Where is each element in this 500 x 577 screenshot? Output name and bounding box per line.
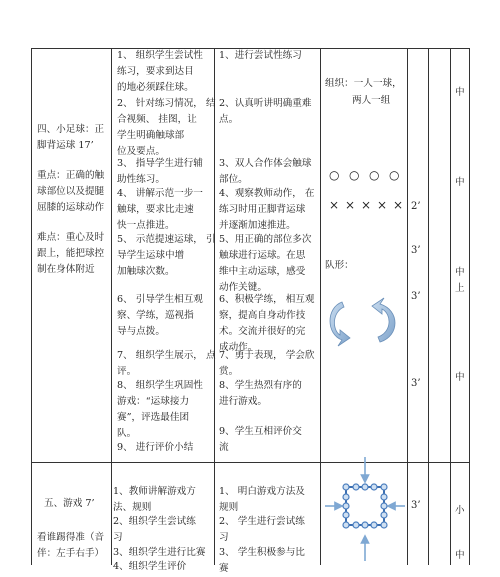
intensity-cell: 中	[455, 372, 465, 383]
col-border	[450, 48, 451, 565]
teacher-text: 8、 组织学生巩固性	[117, 380, 203, 391]
teacher-text: 2、组织学生尝试练	[113, 516, 196, 527]
section4-title-line2: 脚背运球 17’	[37, 140, 94, 151]
teacher-text: 3、组织学生进行比赛	[113, 547, 206, 558]
teacher-text: 的地必须踩住球。	[117, 82, 194, 93]
teacher-text: 学生明确触球部	[117, 130, 185, 141]
teacher-text: 7、 组织学生展示， 点	[117, 350, 216, 361]
org-text-line2: 两人一组	[352, 95, 391, 106]
time-cell: 3’	[411, 291, 421, 302]
student-text: 动作关键。	[219, 282, 267, 293]
teacher-text: 赛”，评选最佳团	[117, 412, 190, 423]
student-text: 3、双人合作体会触球	[219, 158, 312, 169]
intensity-cell: 中上	[455, 267, 465, 294]
student-text: 4、观察教师动作， 在	[219, 188, 315, 199]
teacher-text: 助性练习。	[117, 174, 165, 185]
teacher-text: 导学生运球中增	[117, 250, 185, 261]
student-text: 8、学生热烈有序的	[219, 380, 302, 391]
student-text: 规则	[219, 502, 239, 513]
difficult-points-line3: 制在身体附近	[37, 264, 95, 275]
student-text: 2、认真听讲明确重难	[219, 98, 312, 109]
teacher-text: 导与点拨。	[117, 326, 165, 337]
formation-label: 队形：	[325, 260, 354, 271]
col-border-right	[469, 48, 470, 565]
teacher-text: 快一点推进。	[117, 220, 175, 231]
time-cell: 3’	[411, 378, 421, 389]
student-text: 成动作。	[219, 342, 258, 353]
student-text: 部位。	[219, 174, 248, 185]
intensity-cell: 中	[455, 177, 465, 188]
intensity-cell: 中	[455, 87, 465, 98]
difficult-points-line1: 难点：重心及时	[37, 232, 105, 243]
teacher-text: 5、 示范提速运球， 引	[117, 234, 216, 245]
student-text: 进行游戏。	[219, 396, 267, 407]
col-border	[214, 48, 215, 565]
student-text: 2、 学生进行尝试练	[219, 516, 305, 527]
curved-arrow-right-icon	[372, 298, 395, 342]
teacher-text: 4、组织学生评价	[113, 561, 187, 572]
student-text: 点。	[219, 114, 239, 125]
intensity-cell: 中	[455, 550, 465, 561]
formation-cross: ×	[329, 198, 340, 212]
student-text: 5、用正确的部位多次	[219, 234, 312, 245]
teacher-text: 加触球次数。	[117, 266, 175, 277]
student-text: 赏。	[219, 366, 239, 377]
intensity-cell: 小	[455, 505, 465, 516]
student-text: 术。交流并很好的完	[219, 326, 306, 337]
student-text: 察，提高自身动作技	[219, 310, 306, 321]
teacher-text: 游戏：“运球接力	[117, 396, 190, 407]
col-border	[428, 48, 429, 565]
curved-arrow-left-icon	[330, 302, 350, 346]
teacher-text: 队。	[117, 428, 137, 439]
formation-cross: ×	[393, 198, 404, 212]
col-border	[407, 48, 408, 565]
teacher-text: 9、 进行评价小结	[117, 442, 194, 453]
student-text: 流	[219, 442, 229, 453]
student-text: 维中主动运球，感受	[219, 266, 306, 277]
field-players	[343, 484, 387, 528]
time-cell: 2’	[411, 201, 421, 212]
teacher-text: 位及要点。	[117, 146, 165, 157]
time-cell: 3’	[411, 245, 421, 256]
teacher-text: 法、规则	[113, 502, 152, 513]
student-text: 并逐渐加速推进。	[219, 220, 296, 231]
game-field-diagram	[325, 455, 405, 563]
formation-cross: ×	[361, 198, 372, 212]
teacher-text: 1、教师讲解游戏方	[113, 486, 196, 497]
teacher-text: 6、 引导学生相互观	[117, 294, 203, 305]
student-text: 3、 学生积极参与比	[219, 547, 305, 558]
teacher-text: 1、 组织学生尝试性	[117, 50, 203, 61]
formation-circle: ○	[349, 168, 360, 182]
teacher-text: 习	[113, 532, 123, 543]
teacher-text: 合视频、 挂图，让	[117, 114, 197, 125]
student-text: 赛	[219, 563, 229, 574]
curved-arrows-diagram	[320, 298, 407, 348]
student-text: 9、学生互相评价交	[219, 426, 302, 437]
difficult-points-line2: 跟上，能把球控	[37, 248, 105, 259]
section5-title: 五、游戏 7’	[44, 498, 95, 509]
key-points-line3: 屈膝的运球动作	[37, 202, 105, 213]
student-text: 习	[219, 532, 229, 543]
teacher-text: 触球，要求比走速	[117, 204, 194, 215]
student-text: 6、积极学练， 相互观	[219, 294, 315, 305]
teacher-text: 4、 讲解示范一步一	[117, 188, 203, 199]
game-name-line2: 伴：左手右手）	[37, 548, 105, 559]
formation-circle: ○	[389, 168, 400, 182]
teacher-text: 察、学练，巡视指	[117, 310, 194, 321]
formation-cross: ×	[345, 198, 356, 212]
col-border	[111, 48, 112, 565]
formation-circle: ○	[369, 168, 380, 182]
student-text: 触球进行运球。在思	[219, 250, 306, 261]
teacher-text: 2、 针对练习情况， 结	[117, 98, 216, 109]
section4-title-line1: 四、小足球：正	[37, 124, 105, 135]
formation-circle: ○	[329, 168, 340, 182]
teacher-text: 评。	[117, 366, 137, 377]
time-cell: 3’	[411, 500, 421, 511]
teacher-text: 练习，要求到达目	[117, 66, 194, 77]
teacher-text: 3、 指导学生进行辅	[117, 158, 203, 169]
student-text: 1、进行尝试性练习	[219, 50, 302, 61]
key-points-line1: 重点：正确的触	[37, 170, 105, 181]
student-text: 7、勇于表现， 学会欣	[219, 350, 315, 361]
game-name-line1: 看谁踢得准（音	[37, 532, 105, 543]
student-text: 1、 明白游戏方法及	[219, 486, 305, 497]
field-square	[346, 487, 384, 525]
key-points-line2: 球部位以及提腿	[37, 186, 105, 197]
formation-cross: ×	[377, 198, 388, 212]
col-border-left	[31, 48, 32, 565]
org-text-line1: 组织：一人一球，	[325, 78, 402, 89]
student-text: 练习时用正脚背运球	[219, 204, 306, 215]
